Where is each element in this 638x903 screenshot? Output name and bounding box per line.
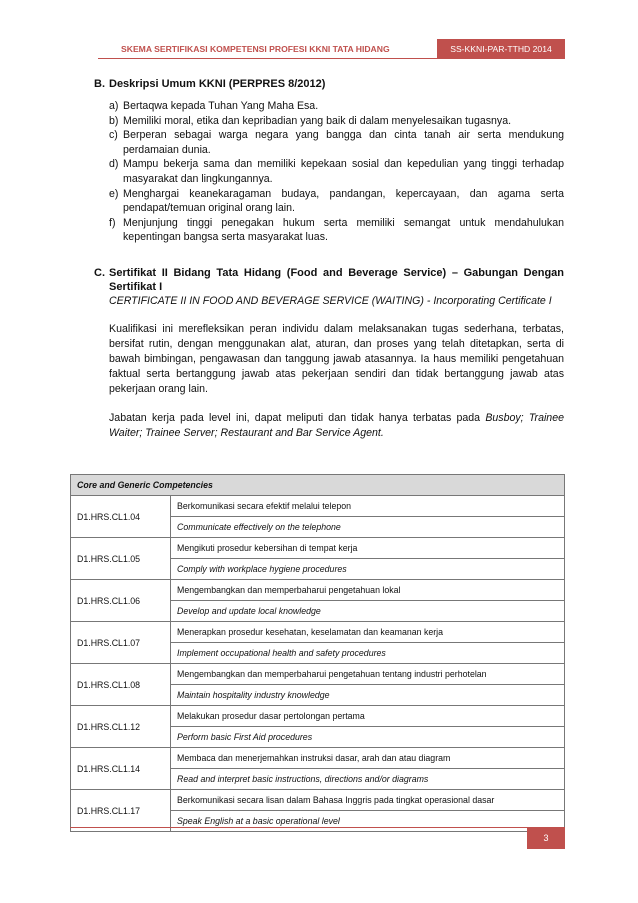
list-marker: e) xyxy=(109,187,119,200)
section-b xyxy=(94,78,564,245)
competency-title-id: Berkomunikasi secara lisan dalam Bahasa Inggris pada tingkat operasional dasar xyxy=(171,790,565,811)
competency-title-en: Comply with workplace hygiene procedures xyxy=(171,559,565,580)
list-marker: d) xyxy=(109,158,119,171)
competency-title-en: Maintain hospitality industry knowledge xyxy=(171,685,565,706)
competency-code: D1.HRS.CL1.06 xyxy=(71,580,171,622)
competency-title-id: Mengembangkan dan memperbaharui pengetahuan tentang industri perhotelan xyxy=(171,664,565,685)
competency-title-en: Read and interpret basic instructions, directions and/or diagrams xyxy=(171,769,565,790)
competency-title-id: Mengikuti prosedur kebersihan di tempat kerja xyxy=(171,538,565,559)
list-text: Bertaqwa kepada Tuhan Yang Maha Esa. xyxy=(123,100,319,112)
table-row xyxy=(71,706,565,727)
list-item xyxy=(109,216,564,245)
competency-title-id: Berkomunikasi secara efektif melalui telepon xyxy=(171,496,565,517)
job-titles-prefix: Jabatan kerja pada level ini, dapat meliputi dan tidak hanya terbatas pada xyxy=(109,412,481,424)
job-titles-paragraph xyxy=(94,411,564,441)
table-row xyxy=(71,622,565,643)
competency-title-en: Speak English at a basic operational level xyxy=(171,811,565,832)
table-header: Core and Generic Competencies xyxy=(71,475,565,496)
list-marker: b) xyxy=(109,114,119,127)
competency-title-id: Mengembangkan dan memperbaharui pengetahuan lokal xyxy=(171,580,565,601)
table-row xyxy=(71,748,565,769)
header-code: SS-KKNI-PAR-TTHD 2014 xyxy=(437,39,565,59)
competency-code: D1.HRS.CL1.14 xyxy=(71,748,171,790)
job-titles-list: Busboy; Trainee Waiter; Trainee Server; Restaurant and Bar Service Agent. xyxy=(109,412,564,439)
table-row xyxy=(71,790,565,811)
table-row xyxy=(71,496,565,517)
list-item xyxy=(109,99,564,114)
section-b-title: Deskripsi Umum KKNI (PERPRES 8/2012) xyxy=(109,78,326,90)
list-item xyxy=(109,187,564,216)
competency-title-en: Communicate effectively on the telephone xyxy=(171,517,565,538)
competency-code: D1.HRS.CL1.17 xyxy=(71,790,171,832)
competency-code: D1.HRS.CL1.04 xyxy=(71,496,171,538)
competency-title-id: Membaca dan menerjemahkan instruksi dasar, arah dan atau diagram xyxy=(171,748,565,769)
list-text: Memiliki moral, etika dan kepribadian yang baik di dalam menyelesaikan tugasnya. xyxy=(123,114,512,127)
competency-title-id: Menerapkan prosedur kesehatan, keselamatan dan keamanan kerja xyxy=(171,622,565,643)
table-row xyxy=(71,664,565,685)
section-c-subtitle: CERTIFICATE II IN FOOD AND BEVERAGE SERVICE (WAITING) - Incorporating Certificate I xyxy=(109,295,552,307)
list-item xyxy=(109,128,564,157)
section-c-heading xyxy=(94,266,564,294)
list-text: Menjunjung tinggi penegakan hukum serta memiliki semangat untuk mendahulukan kepentingan bangsa serta masyarakat luas. xyxy=(123,216,564,244)
list-text: Menghargai keanekaragaman budaya, pandangan, kepercayaan, dan agama serta pendapat/temuan original orang lain. xyxy=(123,187,564,215)
section-b-letter: B. xyxy=(94,78,105,90)
header-title: SKEMA SERTIFIKASI KOMPETENSI PROFESI KKNI TATA HIDANG xyxy=(98,39,437,59)
competency-title-en: Perform basic First Aid procedures xyxy=(171,727,565,748)
section-b-heading xyxy=(94,78,564,90)
list-marker: c) xyxy=(109,129,118,142)
list-marker: a) xyxy=(109,100,119,112)
competency-code: D1.HRS.CL1.07 xyxy=(71,622,171,664)
list-text: Mampu bekerja sama dan memiliki kepekaan sosial dan kepedulian yang tinggi terhadap masyarakat dan lingkungannya. xyxy=(123,158,564,185)
table-header-row xyxy=(71,475,565,496)
table-row xyxy=(71,580,565,601)
page-header xyxy=(98,39,565,59)
kkni-description-list xyxy=(94,99,564,245)
list-text: Berperan sebagai warga negara yang bangga dan cinta tanah air serta mendukung perdamaian dunia. xyxy=(123,129,564,156)
table-row xyxy=(71,538,565,559)
competencies-table xyxy=(70,474,565,832)
competency-code: D1.HRS.CL1.05 xyxy=(71,538,171,580)
list-item xyxy=(109,114,564,129)
section-c-letter: C. xyxy=(94,267,105,279)
footer-divider xyxy=(70,827,565,828)
list-marker: f) xyxy=(109,216,116,229)
competency-title-id: Melakukan prosedur dasar pertolongan pertama xyxy=(171,706,565,727)
competency-title-en: Develop and update local knowledge xyxy=(171,601,565,622)
section-c xyxy=(94,266,564,441)
qualification-paragraph: Kualifikasi ini merefleksikan peran individu dalam melaksanakan tugas sederhana, terbatas, bersifat rutin, dengan menggunakan alat, aturan, dan proses yang telah ditetapkan, serta di bawah bimbingan, pengawasan dan tanggung jawab atasannya. Ia haus memiliki pengetahuan faktual serta bertanggung jawab atas pekerjaan sendiri dan tidak bertanggung jawab atas pekerjaan orang lain. xyxy=(109,323,564,395)
page-number: 3 xyxy=(527,827,565,849)
list-item xyxy=(109,157,564,186)
section-c-title: Sertifikat II Bidang Tata Hidang (Food and Beverage Service) – Gabungan Dengan Sertifikat I xyxy=(109,267,564,293)
competency-title-en: Implement occupational health and safety procedures xyxy=(171,643,565,664)
competency-code: D1.HRS.CL1.12 xyxy=(71,706,171,748)
competency-code: D1.HRS.CL1.08 xyxy=(71,664,171,706)
